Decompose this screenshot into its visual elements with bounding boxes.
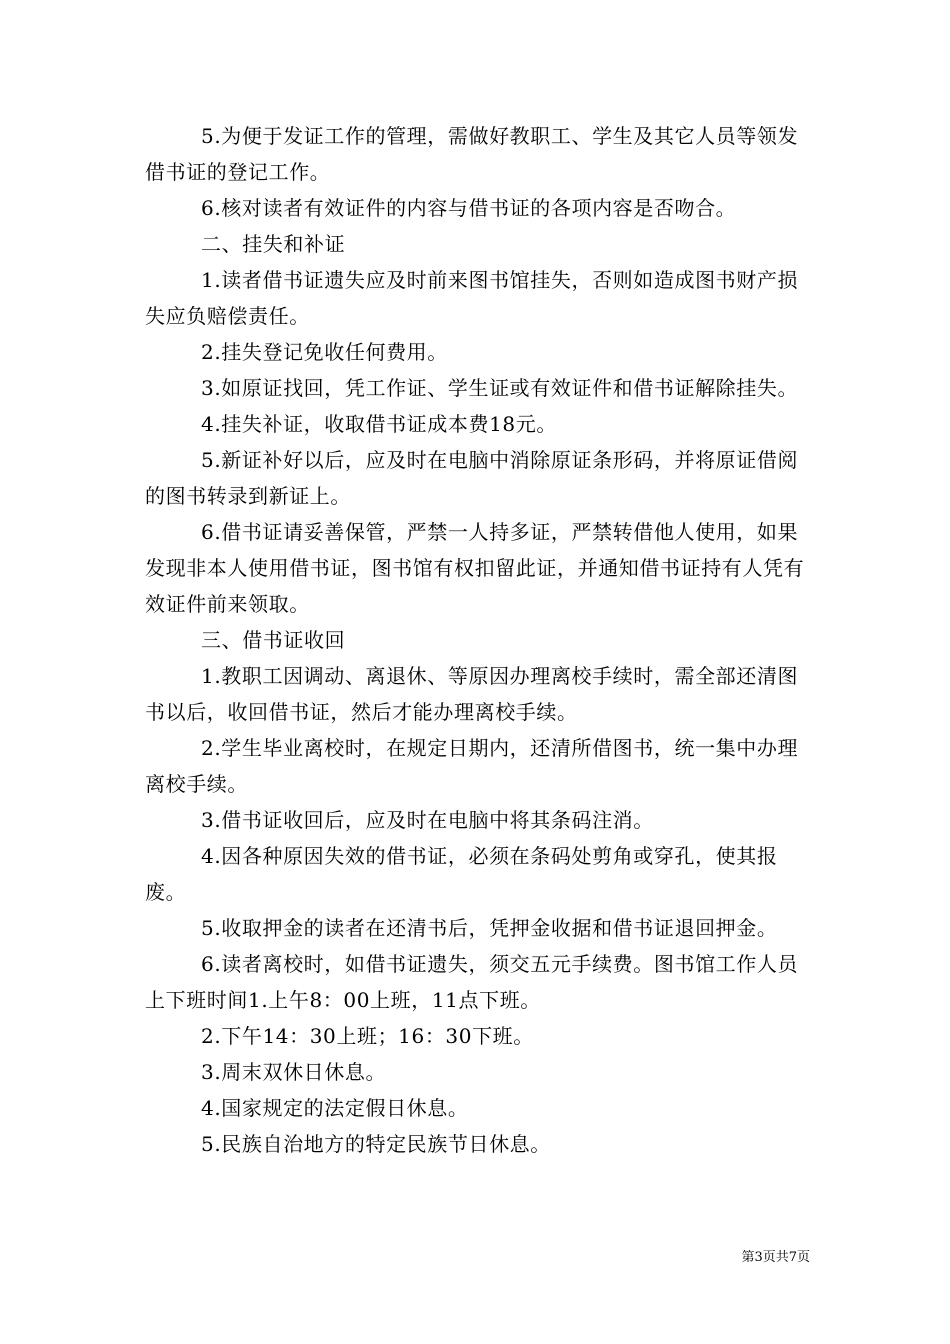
paragraph: 6.借书证请妥善保管，严禁一人持多证，严禁转借他人使用，如果发现非本人使用借书证，图书馆有权扣留此证，并通知借书证持有人凭有效证件前来领取。 (145, 520, 805, 616)
paragraph: 2.学生毕业离校时，在规定日期内，还清所借图书，统一集中办理离校手续。 (145, 736, 799, 796)
paragraph: 5.新证补好以后，应及时在电脑中消除原证条形码，并将原证借阅的图书转录到新证上。 (145, 448, 799, 508)
paragraph: 6.读者离校时，如借书证遗失，须交五元手续费。图书馆工作人员上下班时间1.上午8：00上班，11点下班。 (145, 952, 799, 1012)
paragraph: 3.如原证找回，凭工作证、学生证或有效证件和借书证解除挂失。 (201, 376, 799, 400)
section-heading: 二、挂失和补证 (201, 232, 346, 256)
paragraph: 3.周末双休日休息。 (201, 1060, 387, 1084)
paragraph: 5.为便于发证工作的管理，需做好教职工、学生及其它人员等领发借书证的登记工作。 (145, 124, 799, 184)
page-number-footer: 第3页共7页 (741, 1250, 810, 1265)
paragraph: 4.国家规定的法定假日休息。 (201, 1096, 469, 1120)
section-heading: 三、借书证收回 (201, 628, 346, 652)
paragraph: 4.挂失补证，收取借书证成本费18元。 (201, 412, 557, 436)
paragraph: 2.下午14：30上班；16：30下班。 (201, 1024, 534, 1048)
paragraph: 1.读者借书证遗失应及时前来图书馆挂失，否则如造成图书财产损失应负赔偿责任。 (145, 268, 799, 328)
paragraph: 1.教职工因调动、离退休、等原因办理离校手续时，需全部还清图书以后，收回借书证，然后才能办理离校手续。 (145, 664, 799, 724)
paragraph: 6.核对读者有效证件的内容与借书证的各项内容是否吻合。 (201, 196, 737, 220)
paragraph: 5.民族自治地方的特定民族节日休息。 (201, 1132, 551, 1156)
paragraph: 2.挂失登记免收任何费用。 (201, 340, 448, 364)
document-body (145, 118, 809, 1162)
paragraph: 3.借书证收回后，应及时在电脑中将其条码注消。 (201, 808, 654, 832)
paragraph: 5.收取押金的读者在还清书后，凭押金收据和借书证退回押金。 (201, 916, 778, 940)
paragraph: 4.因各种原因失效的借书证，必须在条码处剪角或穿孔，使其报废。 (145, 844, 778, 904)
